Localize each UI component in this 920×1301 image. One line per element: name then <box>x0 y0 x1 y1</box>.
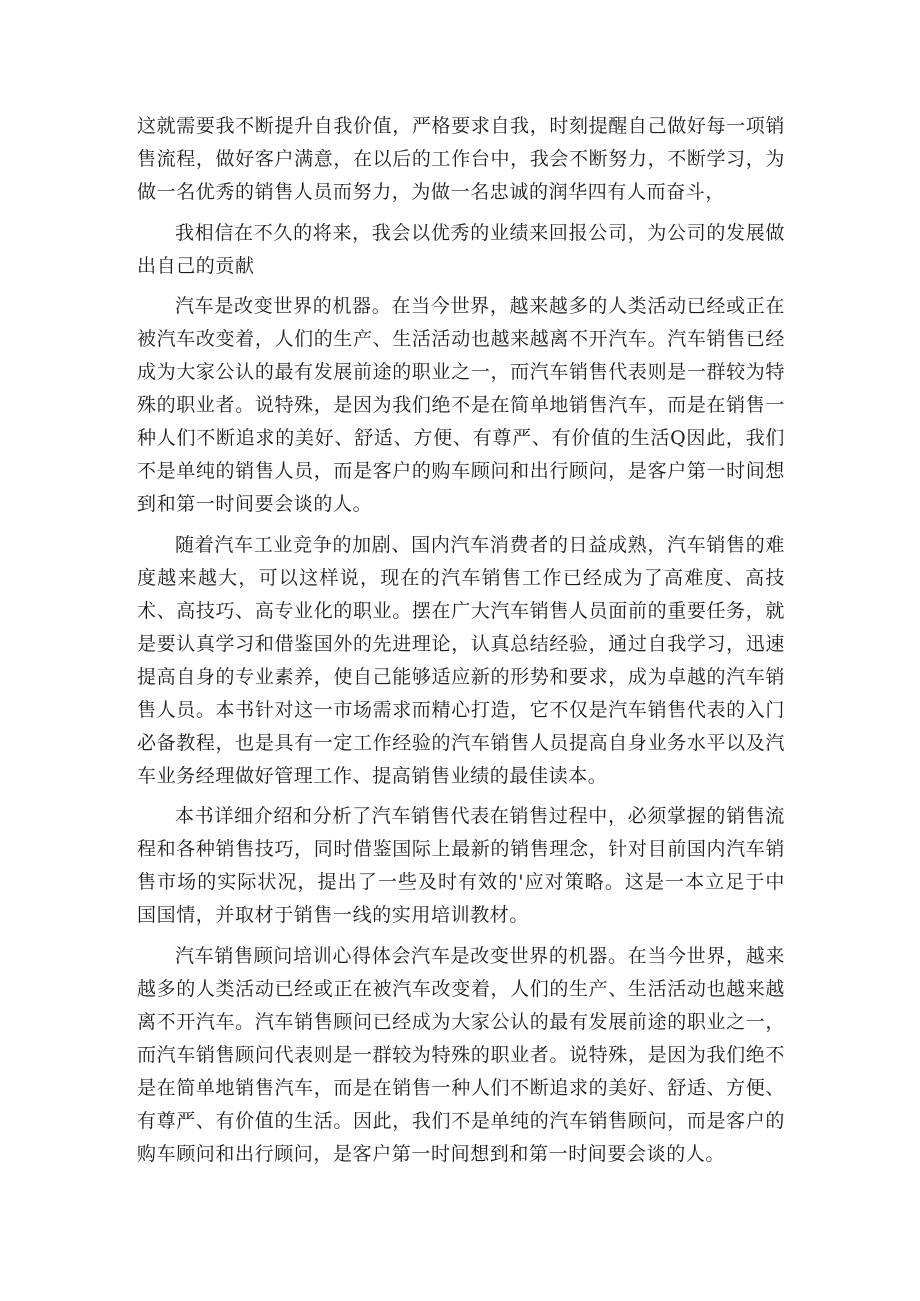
paragraph-book-introduction: 本书详细介绍和分析了汽车销售代表在销售过程中，必须掌握的销售流程和各种销售技巧，同时借鉴国际上最新的销售理念，针对目前国内汽车销售市场的实际状况，提出了一些及时有效的'应对策略。这是一本立足于中国国情，并取材于销售一线的实用培训教材。 <box>137 805 785 926</box>
paragraph-car-changes-world: 汽车是改变世界的机器。在当今世界，越来越多的人类活动已经或正在被汽车改变着，人们的生产、生活活动也越来越离不开汽车。汽车销售已经成为大家公认的最有发展前途的职业之一，而汽车销售代表则是一群较为特殊的职业者。说特殊，是因为我们绝不是在简单地销售汽车，而是在销售一种人们不断追求的美好、舒适、方便、有尊严、有价值的生活Q因此，我们不是单纯的销售人员，而是客户的购车顾问和出行顾问，是客户第一时间想到和第一时间要会谈的人。 <box>137 295 785 515</box>
document-body <box>137 110 785 1178</box>
paragraph-industry-competition: 随着汽车工业竞争的加剧、国内汽车消费者的日益成熟，汽车销售的难度越来越大，可以这样说，现在的汽车销售工作已经成为了高难度、高技术、高技巧、高专业化的职业。摆在广大汽车销售人员面前的重要任务，就是要认真学习和借鉴国外的先进理论，认真总结经验，通过自我学习，迅速提高自身的专业素养，使自己能够适应新的形势和要求，成为卓越的汽车销售人员。本书针对这一市场需求而精心打造，它不仅是汽车销售代表的入门必备教程，也是具有一定工作经验的汽车销售人员提高自身业务水平以及汽车业务经理做好管理工作、提高销售业绩的最佳读本。 <box>137 533 785 787</box>
paragraph-training-experience: 汽车销售顾问培训心得体会汽车是改变世界的机器。在当今世界，越来越多的人类活动已经或正在被汽车改变着，人们的生产、生活活动也越来越离不开汽车。汽车销售顾问已经成为大家公认的最有发展前途的职业之一，而汽车销售顾问代表则是一群较为特殊的职业者。说特殊，是因为我们绝不是在简单地销售汽车，而是在销售一种人们不断追求的美好、舒适、方便、有尊严、有价值的生活。因此，我们不是单纯的汽车销售顾问，而是客户的购车顾问和出行顾问，是客户第一时间想到和第一时间要会谈的人。 <box>137 944 785 1165</box>
paragraph-contribution: 我相信在不久的将来，我会以优秀的业绩来回报公司，为公司的发展做出自己的贡献 <box>137 221 785 277</box>
paragraph-continuation: 这就需要我不断提升自我价值，严格要求自我，时刻提醒自己做好每一项销售流程，做好客户满意，在以后的工作台中，我会不断努力，不断学习，为做一名优秀的销售人员而努力，为做一名忠诚的润华四有人而奋斗， <box>137 115 785 203</box>
